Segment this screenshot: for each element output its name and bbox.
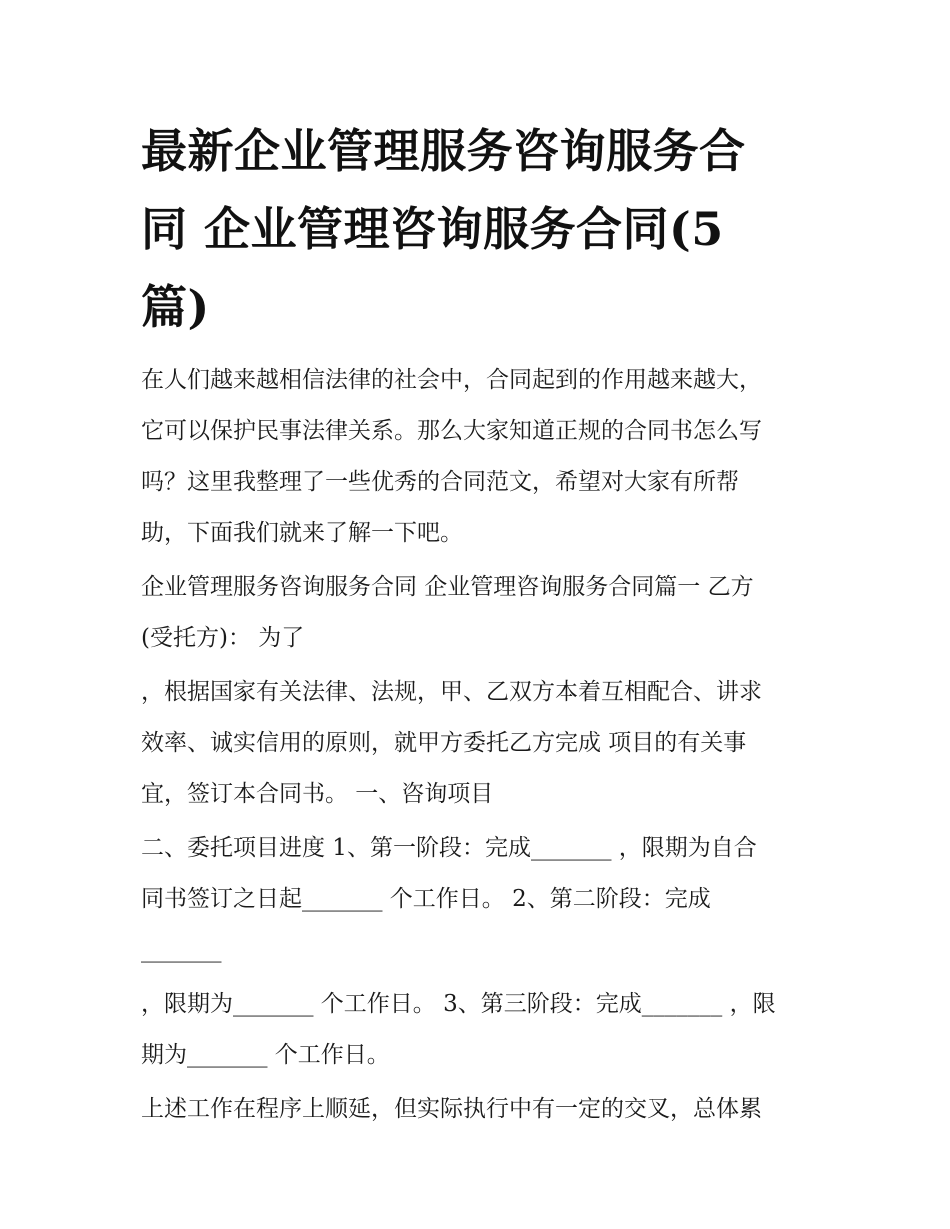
text-line: 效率、诚实信用的原则，就甲方委托乙方完成 项目的有关事 — [141, 730, 747, 756]
text-line: 在人们越来越相信法律的社会中，合同起到的作用越来越大， — [141, 367, 762, 393]
text-line: 二、委托项目进度 1、第一阶段：完成_______ ，限期为自合 — [141, 835, 757, 861]
intro-paragraph — [141, 355, 821, 559]
contract-heading-paragraph — [141, 562, 821, 664]
text-line: 期为_______ 个工作日。 — [141, 1042, 390, 1068]
title-line: 篇) — [141, 280, 210, 334]
text-line: 同书签订之日起_______ 个工作日。 2、第二阶段：完成 — [141, 886, 711, 912]
text-line: 上述工作在程序上顺延，但实际执行中有一定的交叉，总体累 — [141, 1096, 762, 1122]
text-line: ，限期为_______ 个工作日。 3、第三阶段：完成_______ ，限 — [141, 991, 776, 1017]
text-line: ，根据国家有关法律、法规，甲、乙双方本着互相配合、讲求 — [141, 679, 762, 705]
text-line: 吗？这里我整理了一些优秀的合同范文，希望对大家有所帮 — [141, 469, 739, 495]
schedule-continued-paragraph — [141, 979, 821, 1081]
schedule-paragraph — [141, 823, 821, 976]
title-line: 最新企业管理服务咨询服务合 — [141, 124, 746, 178]
text-line: (受托方)： 为了 — [141, 625, 305, 651]
document-body — [141, 355, 821, 1138]
text-line: 助，下面我们就来了解一下吧。 — [141, 520, 463, 546]
text-line: 宜，签订本合同书。 一、咨询项目 — [141, 781, 494, 807]
title-line: 同 企业管理咨询服务合同(5 — [141, 202, 724, 256]
text-line: 它可以保护民事法律关系。那么大家知道正规的合同书怎么写 — [141, 418, 762, 444]
text-line: _______ — [141, 937, 222, 963]
document-title — [141, 112, 821, 346]
text-line: 企业管理服务咨询服务合同 企业管理咨询服务合同篇一 乙方 — [141, 574, 754, 600]
sequence-paragraph — [141, 1084, 821, 1135]
purpose-paragraph — [141, 667, 821, 820]
